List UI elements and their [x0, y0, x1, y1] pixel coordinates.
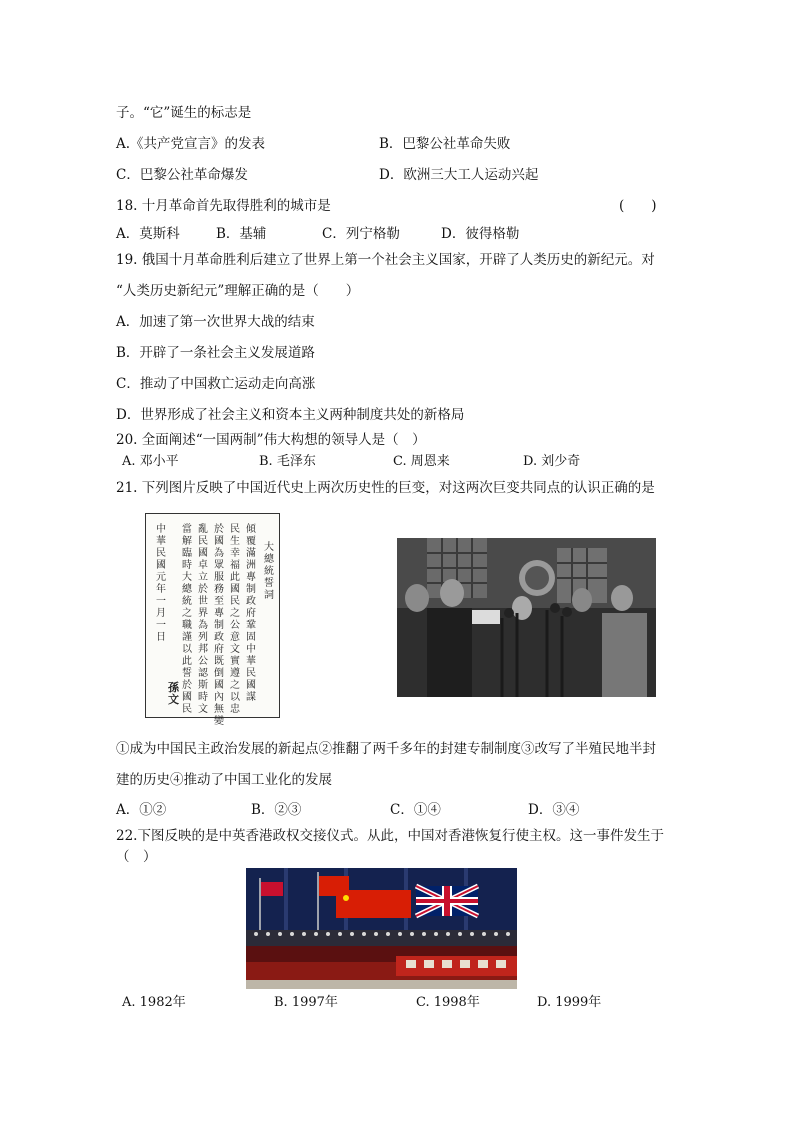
q22-stem: 22.下图反映的是中英香港政权交接仪式。从此，中国对香港恢复行使主权。这一事件发生于 — [116, 828, 664, 844]
q21-option-b: B．②③ — [251, 802, 302, 818]
q19-option-d: D．世界形成了社会主义和资本主义两种制度共处的新格局 — [116, 407, 465, 423]
q19-option-b: B．开辟了一条社会主义发展道路 — [116, 345, 315, 361]
calligraphy-date: 中華民國元年一月一日 — [156, 524, 166, 643]
q20-option-b: B. 毛泽东 — [259, 454, 316, 469]
calligraphy-column-1: 傾覆滿洲專制政府鞏固中華民國謀 — [246, 524, 256, 703]
q18-option-b: B．基辅 — [216, 226, 267, 242]
q18-option-a: A．莫斯科 — [116, 226, 180, 242]
calligraphy-signature: 孫文 — [168, 681, 179, 706]
q19-option-c: C．推动了中国救亡运动走向高涨 — [116, 376, 316, 392]
founding-ceremony-photo-graphic — [397, 538, 656, 697]
q20-option-c: C. 周恩来 — [393, 454, 450, 469]
q19-option-a: A．加速了第一次世界大战的结束 — [116, 314, 315, 330]
q18-option-d: D．彼得格勒 — [441, 226, 520, 242]
calligraphy-column-2: 民生幸福此國民之公意文實遵之以忠 — [230, 524, 240, 715]
q18-answer-paren: ( ) — [619, 198, 657, 214]
hong-kong-handover-photo — [246, 868, 517, 989]
q17-option-a: A.《共产党宣言》的发表 — [116, 136, 266, 152]
q22-option-c: C. 1998年 — [416, 995, 480, 1010]
calligraphy-column-4: 亂民國卓立於世界為列邦公認斯時文 — [198, 524, 208, 715]
q17-option-c: C．巴黎公社革命爆发 — [116, 167, 248, 183]
q20-option-d: D. 刘少奇 — [523, 454, 581, 469]
founding-ceremony-photo — [397, 538, 656, 697]
q22-option-d: D. 1999年 — [537, 995, 602, 1010]
q21-stem: 21. 下列图片反映了中国近代史上两次历史性的巨变，对这两次巨变共同点的认识正确的是 — [116, 480, 655, 496]
q21-statements-line2: 建的历史④推动了中国工业化的发展 — [116, 772, 332, 788]
q17-stem-end: 子。“它”诞生的标志是 — [116, 105, 252, 121]
q21-option-a: A．①② — [116, 802, 167, 818]
q19-stem-line1: 19. 俄国十月革命胜利后建立了世界上第一个社会主义国家，开辟了人类历史的新纪元。对 — [116, 252, 655, 268]
oath-calligraphy-image — [145, 513, 280, 727]
q19-stem-line2: “人类历史新纪元”理解正确的是（ ） — [116, 283, 360, 299]
q18-option-c: C．列宁格勒 — [322, 226, 400, 242]
calligraphy-title: 大總統誓詞 — [264, 542, 274, 601]
q22-option-a: A. 1982年 — [122, 995, 186, 1010]
hong-kong-handover-photo-graphic — [246, 868, 517, 989]
q17-option-d: D．欧洲三大工人运动兴起 — [379, 167, 539, 183]
q18-stem: 18. 十月革命首先取得胜利的城市是 — [116, 198, 331, 214]
calligraphy-column-5: 當解臨時大總統之職謹以此誓於國民 — [182, 524, 192, 715]
calligraphy-column-3: 於國為眾服務至專制政府既倒國內無變 — [214, 524, 224, 727]
q22-option-b: B. 1997年 — [274, 995, 338, 1010]
q20-option-a: A. 邓小平 — [122, 454, 179, 469]
q17-option-b: B．巴黎公社革命失败 — [379, 136, 511, 152]
q21-statements-line1: ①成为中国民主政治发展的新起点②推翻了两千多年的封建专制制度③改写了半殖民地半封 — [116, 741, 656, 757]
q21-option-d: D．③④ — [528, 802, 580, 818]
q20-stem: 20. 全面阐述“一国两制”伟大构想的领导人是（ ） — [116, 432, 426, 448]
q21-option-c: C．①④ — [390, 802, 441, 818]
q22-answer-paren: （ ） — [116, 849, 157, 865]
